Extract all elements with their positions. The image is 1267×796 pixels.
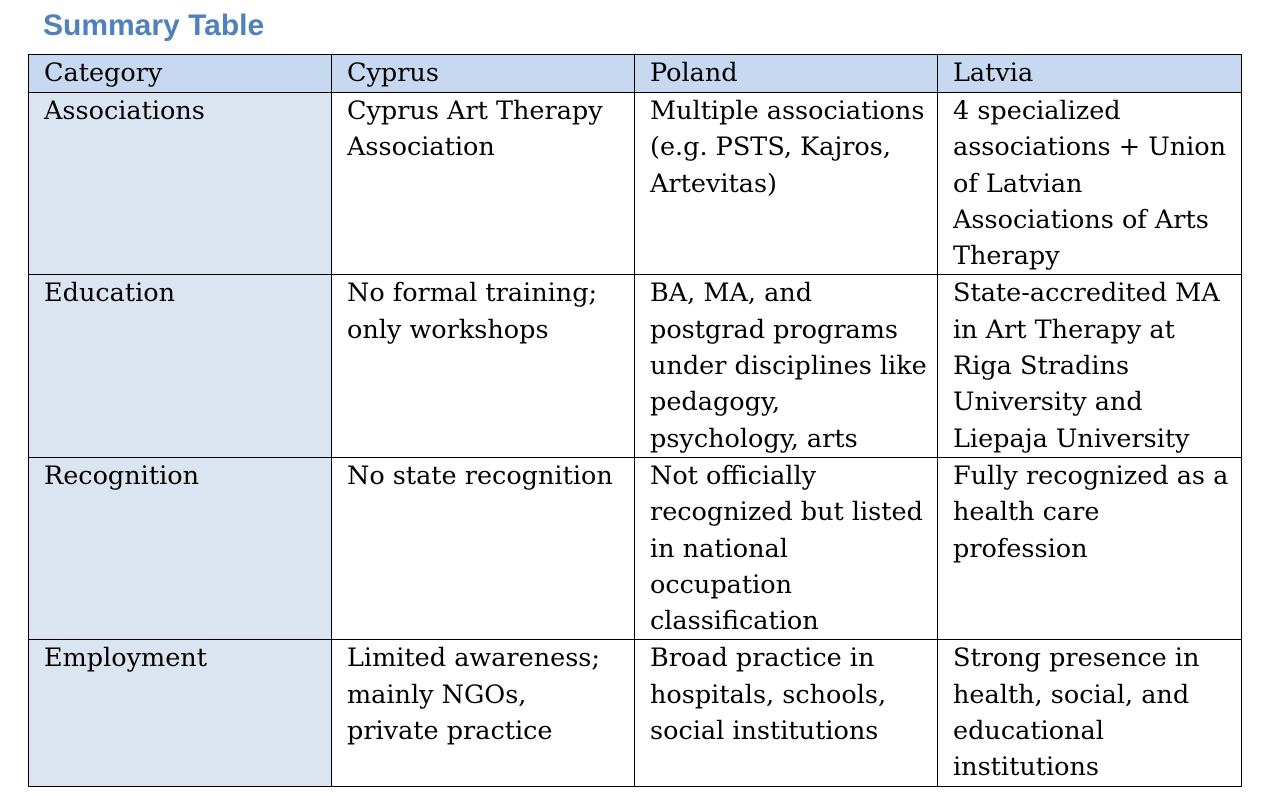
poland-cell [635,640,938,787]
cyprus-cell [332,275,635,457]
table-row [29,640,1242,787]
cyprus-cell [332,93,635,275]
table-header-row [29,55,1242,93]
latvia-cell [938,640,1242,787]
latvia-cell [938,93,1242,275]
table-row [29,275,1242,457]
category-label: Associations [44,96,205,126]
category-cell [29,640,332,787]
cell-text: Strong presence in health, social, and educational institutions [953,643,1200,783]
category-cell [29,457,332,639]
cell-text: Not officially recognized but listed in national occupation classification [650,460,923,637]
latvia-cell [938,457,1242,639]
cell-text: State-accredited MA in Art Therapy at Riga Stradins University and Liepaja University [953,278,1220,454]
cell-text: Limited awareness; mainly NGOs, private practice [347,643,600,747]
header-latvia: Latvia [938,55,1242,93]
category-label: Education [44,278,176,309]
header-cyprus: Cyprus [332,55,635,93]
poland-cell [635,93,938,275]
cell-text: Multiple associations (e.g. PSTS, Kajros, Artevitas) [650,96,925,199]
poland-cell [635,275,938,457]
cyprus-cell [332,640,635,787]
category-cell [29,93,332,275]
cell-text: Cyprus Art Therapy Association [347,96,603,163]
cyprus-cell [332,457,635,639]
category-label: Employment [44,643,207,674]
cell-text: Broad practice in hospitals, schools, social institutions [650,643,887,747]
header-poland: Poland [635,55,938,93]
header-category: Category [29,55,332,93]
cell-text: No formal training; only workshops [347,278,598,345]
cell-text: No state recognition [347,460,613,491]
summary-table [28,54,1242,787]
table-row [29,93,1242,275]
poland-cell [635,457,938,639]
category-cell [29,275,332,457]
cell-text: Fully recognized as a health care profession [953,460,1229,564]
category-label: Recognition [44,460,200,491]
latvia-cell [938,275,1242,457]
page-title: Summary Table [43,9,265,42]
cell-text: BA, MA, and postgrad programs under disciplines like pedagogy, psychology, arts [650,278,927,454]
cell-text: 4 specialized associations + Union of Latvian Associations of Arts Therapy [953,96,1227,272]
table-row [29,457,1242,639]
